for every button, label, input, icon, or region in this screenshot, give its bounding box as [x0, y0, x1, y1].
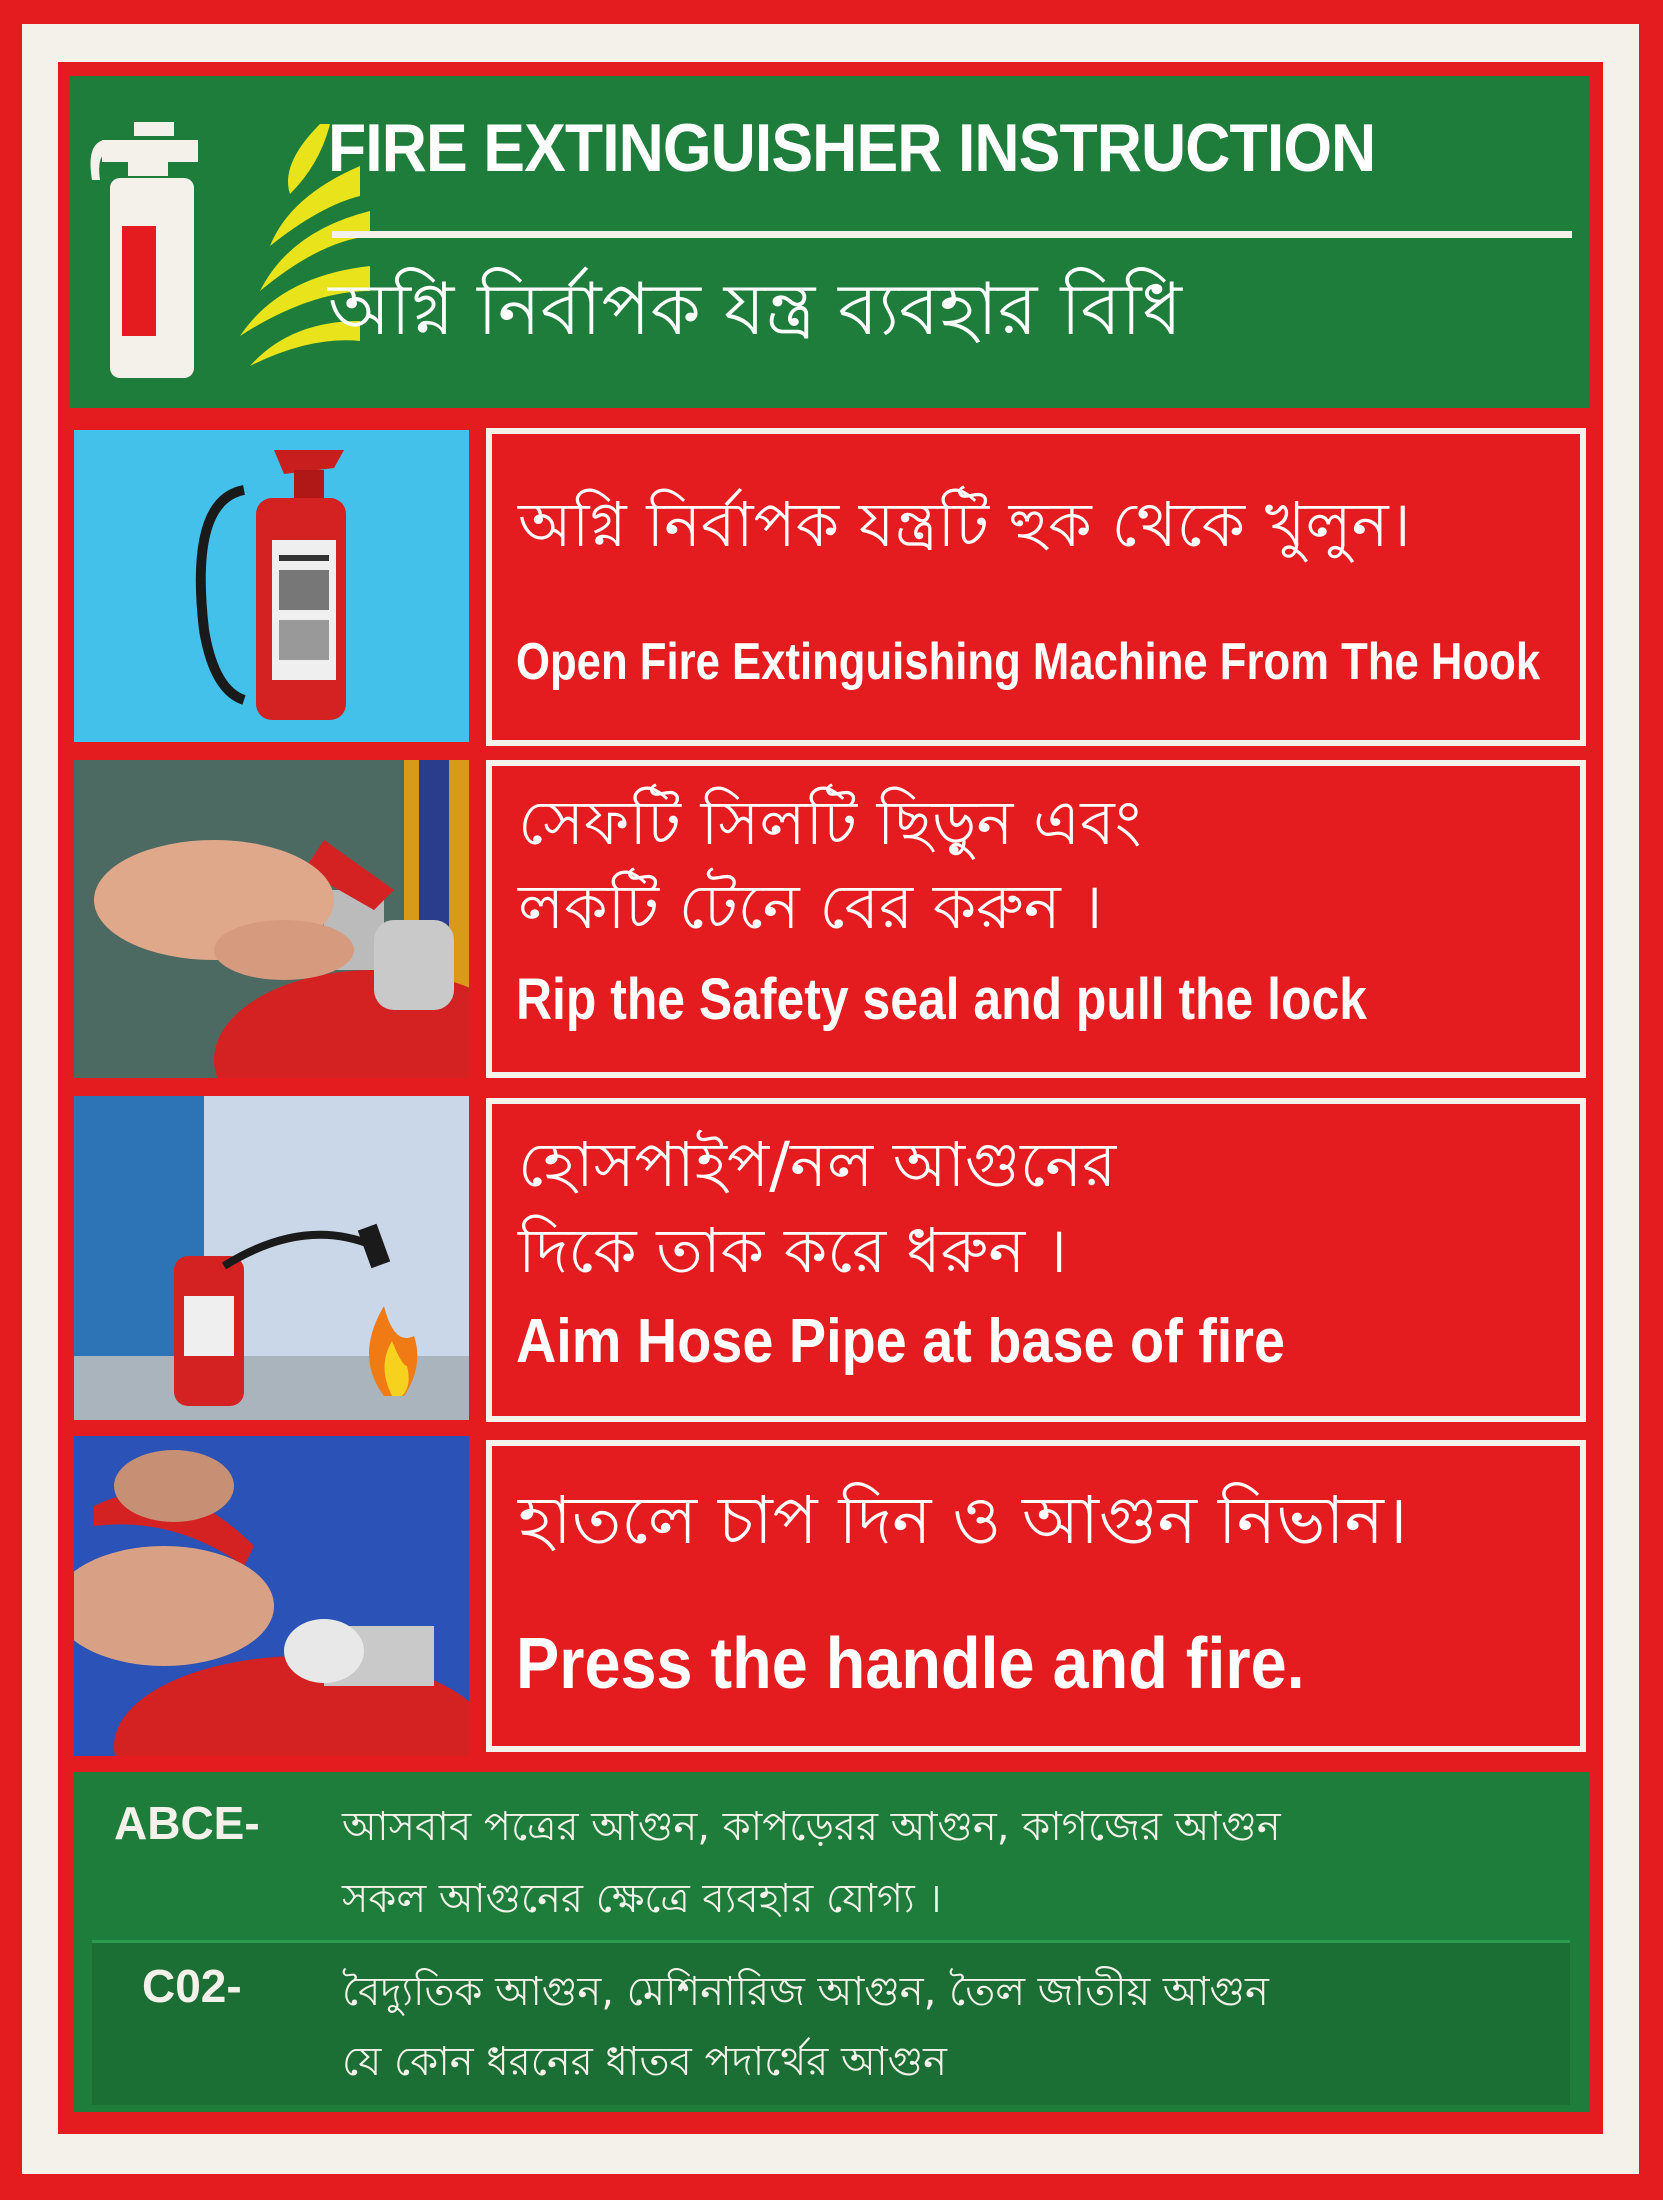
step-1-bengali: অগ্নি নির্বাপক যন্ত্রটি হুক থেকে খুলুন। [518, 488, 1411, 561]
header-panel [70, 76, 1590, 408]
aim-hose-image [74, 1096, 469, 1420]
step-3-bengali-line-2: দিকে তাক করে ধরুন । [518, 1214, 1068, 1287]
co2-code: C02- [142, 1960, 242, 2012]
title-bengali: অগ্নি নির্বাপক যন্ত্র ব্যবহার বিধি [328, 267, 1182, 351]
step-3-panel [482, 1094, 1590, 1426]
abce-description-line-2: সকল আগুনের ক্ষেত্রে ব্যবহার যোগ্য । [342, 1876, 942, 1922]
pull-safety-pin-image [74, 760, 469, 1078]
step-4-bengali: হাতলে চাপ দিন ও আগুন নিভান। [518, 1482, 1408, 1559]
co2-description-line-2: যে কোন ধরনের ধাতব পদার্থের আগুন [342, 2039, 947, 2085]
step-3-bengali-line-1: হোসপাইপ/নল আগুনের [518, 1128, 1117, 1201]
step-4-photo [74, 1436, 469, 1756]
step-4-english: Press the handle and fire. [516, 1624, 1305, 1704]
extinguisher-types-panel [74, 1772, 1590, 2112]
step-3-photo [74, 1096, 469, 1420]
press-handle-image [74, 1436, 469, 1756]
step-2-english: Rip the Safety seal and pull the lock [516, 967, 1367, 1032]
step-3-english: Aim Hose Pipe at base of fire [516, 1307, 1286, 1376]
abce-code: ABCE- [114, 1797, 260, 1849]
step-1-english: Open Fire Extinguishing Machine From The Hook [516, 633, 1541, 691]
abce-description-line-1: আসবাব পত্রের আগুন, কাপড়েরর আগুন, কাগজের আগুন [342, 1804, 1281, 1850]
extinguisher-on-hook-image [74, 430, 469, 742]
step-1-photo [74, 430, 469, 742]
fire-extinguisher-icon [82, 116, 212, 386]
step-2-photo [74, 760, 469, 1078]
title-divider [332, 231, 1572, 238]
step-2-bengali-line-2: লকটি টেনে বের করুন । [518, 870, 1103, 943]
title-english: FIRE EXTINGUISHER INSTRUCTION [328, 110, 1376, 186]
step-1-panel [482, 424, 1590, 750]
co2-description-line-1: বৈদ্যুতিক আগুন, মেশিনারিজ আগুন, তৈল জাতীয় আগুন [342, 1969, 1269, 2015]
co2-section [92, 1940, 1570, 2105]
step-2-bengali-line-1: সেফটি সিলটি ছিড়ুন এবং [518, 786, 1142, 859]
step-2-panel [482, 756, 1590, 1082]
step-4-panel [482, 1436, 1590, 1756]
